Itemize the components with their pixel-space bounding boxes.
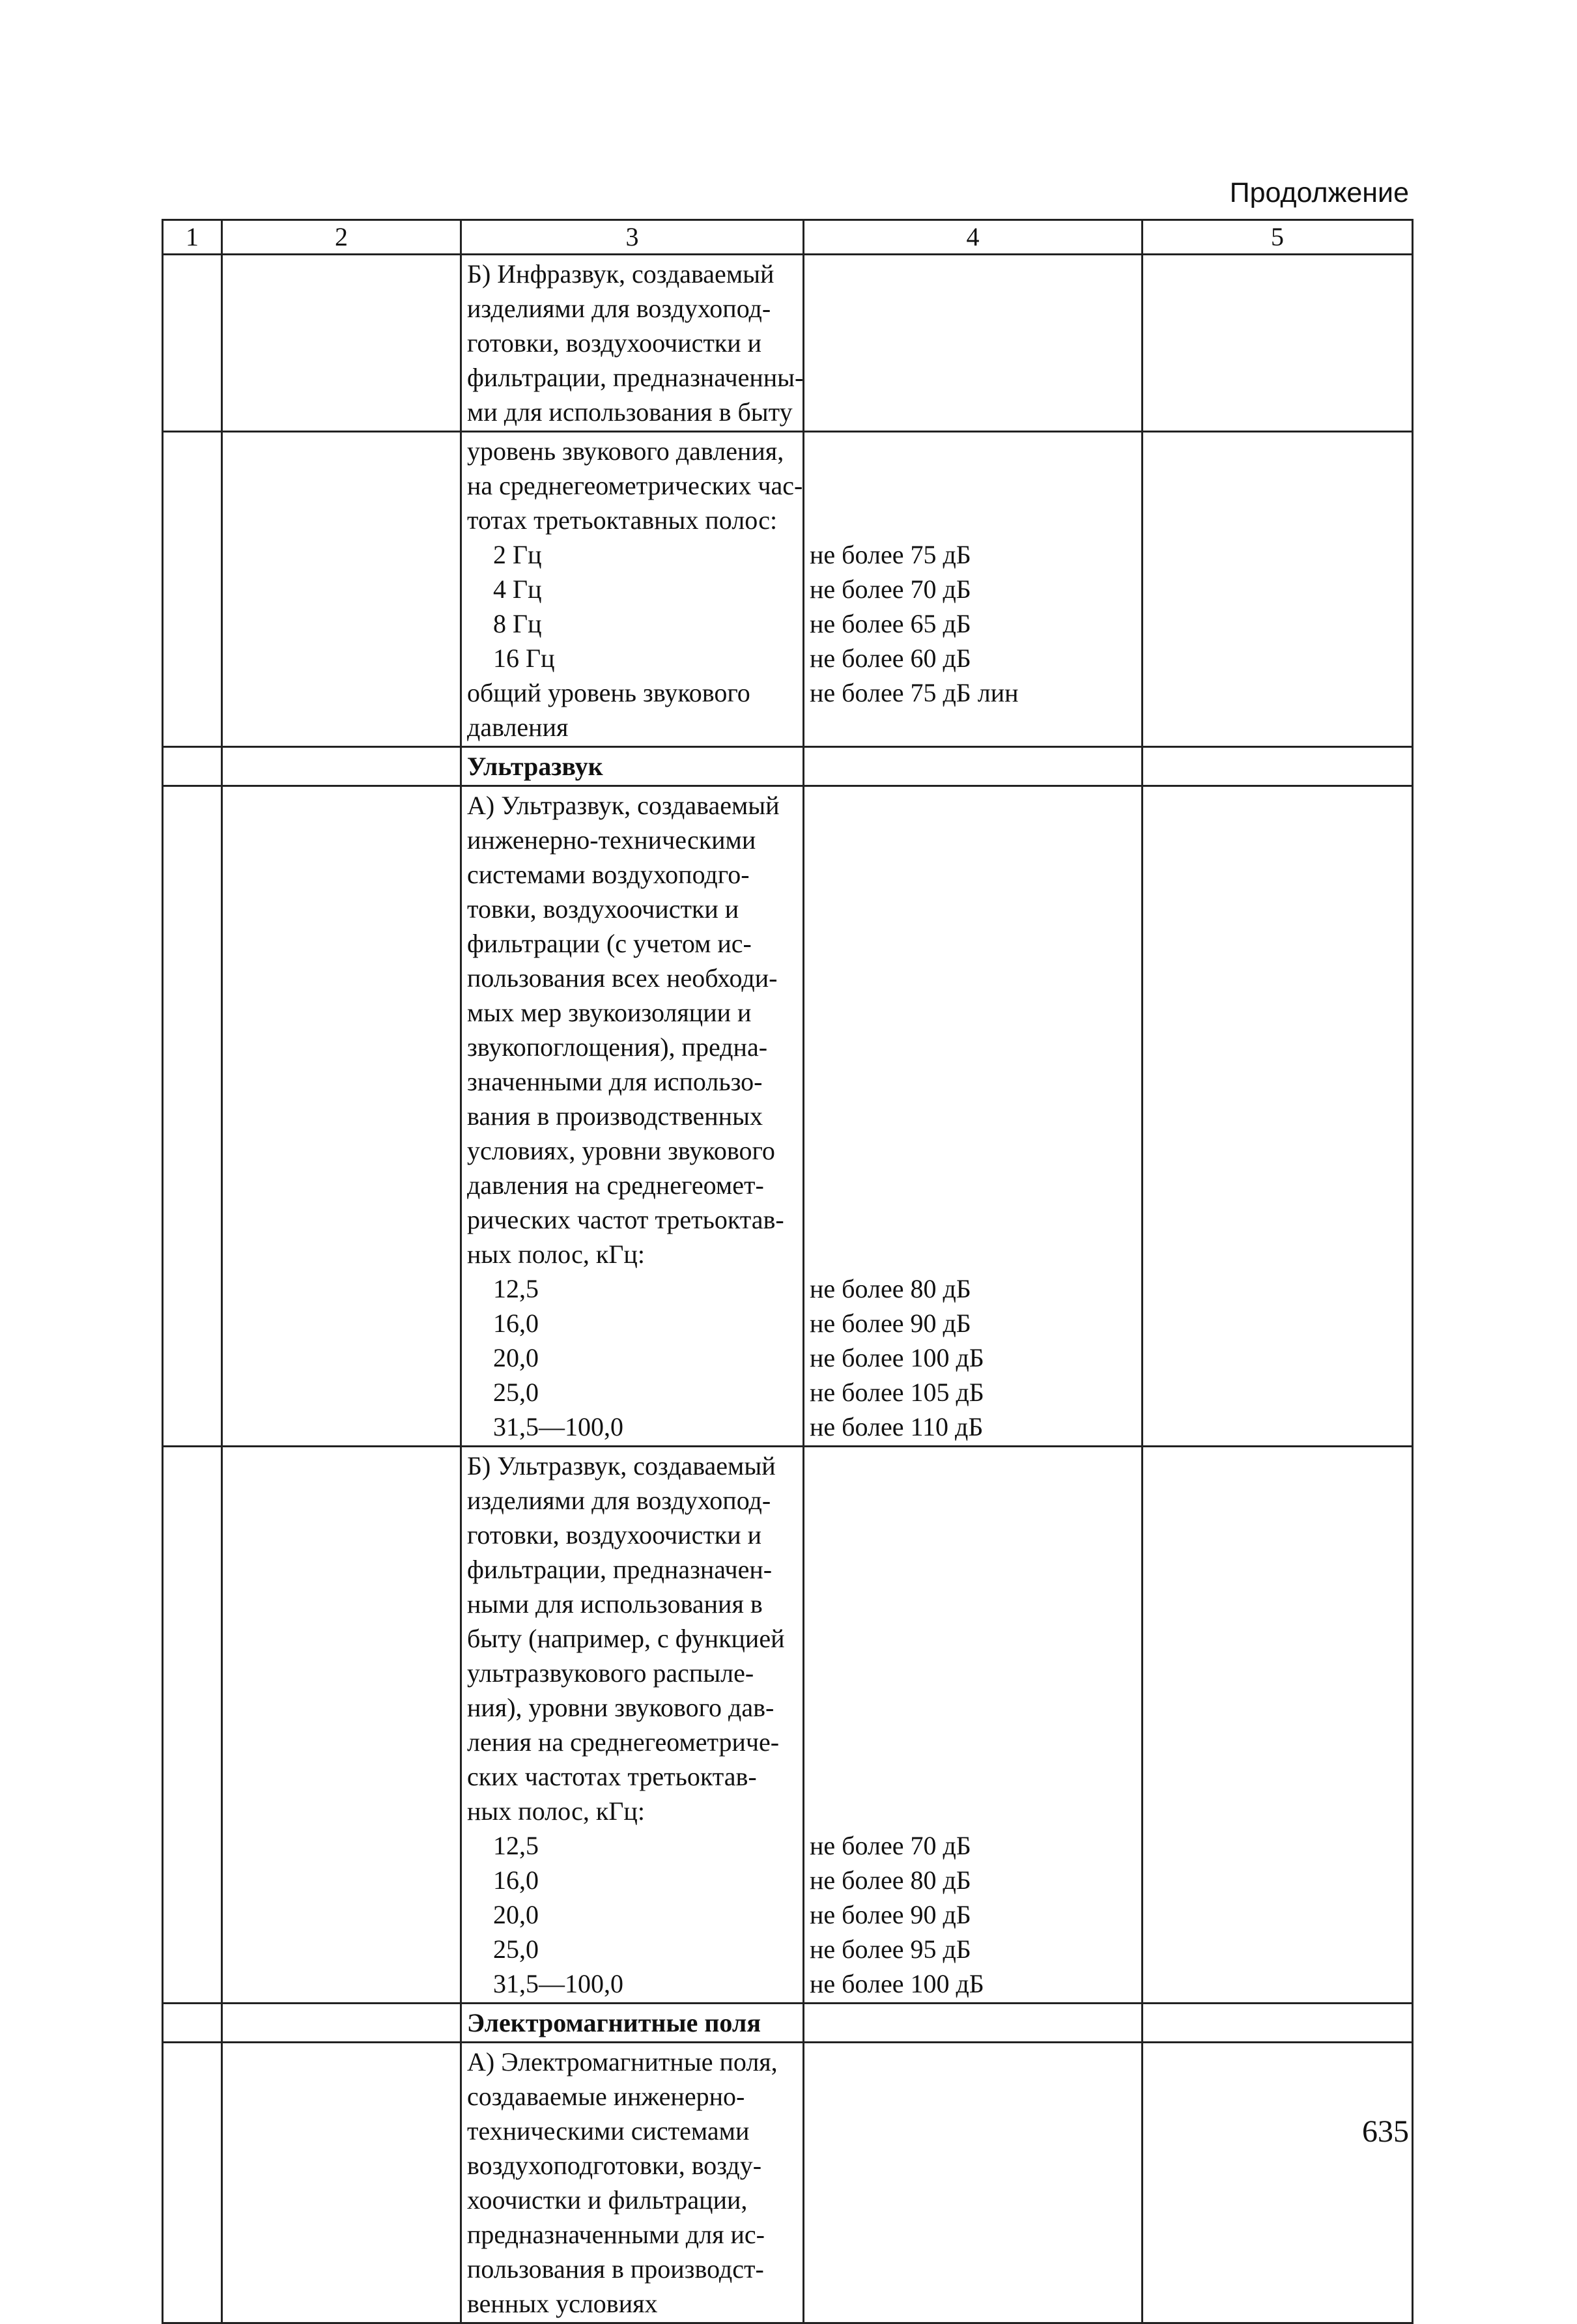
table-row [163,1447,1413,2004]
parameter-line: товки, воздухоочистки и [467,894,739,924]
limit-value-line [810,1064,1136,1099]
limit-value-line [810,995,1136,1030]
frequency-line: 31,5—100,0 [493,1412,623,1441]
limit-value-line: не более 70 дБ [810,574,971,604]
limit-value-line: не более 75 дБ лин [810,678,1019,707]
parameter-line: звукопоглощения), предна- [467,1032,768,1062]
table-cell-col2 [222,747,461,786]
table-cell-col5 [1143,255,1413,432]
limit-value-line [810,857,1136,892]
table-cell-col2 [222,432,461,747]
parameter-line: давления [467,713,569,742]
table-cell-col3 [461,432,804,747]
parameter-line: ных полос, кГц: [467,1796,645,1826]
parameter-line: тотах третьоктавных полос: [467,505,778,535]
table-cell-col2 [222,255,461,432]
frequency-line: 4 Гц [493,574,542,604]
table-cell-col5 [1143,2043,1413,2323]
limit-value-line [810,1587,1136,1621]
table-header-row [163,220,1413,255]
table-cell-col1 [163,747,222,786]
limit-value-line [810,1030,1136,1064]
limit-value-line [810,1552,1136,1587]
table-cell-col4 [804,432,1143,747]
limit-value-line [810,1725,1136,1759]
parameter-line: фильтрации, предназначен- [467,1555,773,1584]
parameter-line: давления на среднегеомет- [467,1170,764,1200]
limit-value-line [810,1656,1136,1690]
parameter-line: значенными для использо- [467,1067,763,1096]
parameter-line: системами воздухоподго- [467,860,750,889]
limit-value-line [810,1237,1136,1271]
limit-value-line [810,434,1136,468]
limit-value-line [810,961,1136,995]
table-cell-col4 [804,255,1143,432]
limit-value-line [810,1483,1136,1518]
table-row [163,255,1413,432]
table-cell-col1 [163,786,222,1447]
parameter-line: А) Ультразвук, создаваемый [467,791,780,820]
page-number: 635 [1362,2114,1409,2149]
table-cell-col5 [1143,747,1413,786]
frequency-line: 2 Гц [493,540,542,569]
parameter-line: ными для использования в [467,1589,763,1619]
parameter-line: ния), уровни звукового дав- [467,1693,774,1722]
parameter-line: ских частотах третьоктав- [467,1762,757,1791]
frequency-line: 16,0 [493,1309,539,1338]
parameter-line: пользования всех необходи- [467,963,778,993]
parameter-line: воздухоподготовки, возду- [467,2151,762,2180]
parameter-line: создаваемые инженерно- [467,2082,745,2111]
frequency-line: 25,0 [493,1378,539,1407]
limit-value-line: не более 100 дБ [810,1969,984,1998]
table-cell-col4 [804,747,1143,786]
limit-value-line [810,1133,1136,1168]
column-header: 5 [1143,220,1413,255]
table-cell-col4 [804,786,1143,1447]
table-cell-col3 [461,747,804,786]
limit-value-line [810,1759,1136,1794]
parameter-line: быту (например, с функцией [467,1624,785,1653]
limit-value-line: не более 90 дБ [810,1900,971,1929]
limit-value-line [810,710,1136,744]
parameter-line: Б) Ультразвук, создаваемый [467,1451,776,1481]
table-cell-col5 [1143,786,1413,1447]
limit-value-line [810,1690,1136,1725]
frequency-line: 16 Гц [493,644,555,673]
limit-value-line: не более 95 дБ [810,1934,971,1964]
limit-value-line [810,1518,1136,1552]
frequency-line: 25,0 [493,1934,539,1964]
requirements-table [162,219,1414,2324]
limit-value-line: не более 105 дБ [810,1378,984,1407]
parameter-line: ультразвукового распыле- [467,1658,754,1688]
limit-value-line [810,823,1136,857]
limit-value-line [810,892,1136,926]
table-row [163,432,1413,747]
frequency-line: 12,5 [493,1831,539,1860]
parameter-line: готовки, воздухоочистки и [467,1520,762,1550]
frequency-line: 31,5—100,0 [493,1969,623,1998]
table-cell-col2 [222,2004,461,2043]
column-header: 4 [804,220,1143,255]
limit-value-line [810,1449,1136,1483]
parameter-line: на среднегеометрических час- [467,471,803,500]
table-cell-col2 [222,1447,461,2004]
limit-value-line [810,1099,1136,1133]
table-cell-col5 [1143,1447,1413,2004]
table-cell-col5 [1143,2004,1413,2043]
parameter-line: общий уровень звукового [467,678,750,707]
limit-value-line [810,926,1136,961]
parameter-line: Б) Инфразвук, создаваемый [467,259,774,289]
limit-value-line: не более 110 дБ [810,1412,984,1441]
limit-value-line: не более 70 дБ [810,1831,971,1860]
limit-value-line [810,1621,1136,1656]
parameter-line: ми для использования в быту [467,397,793,427]
table-row [163,2043,1413,2323]
frequency-line: 12,5 [493,1274,539,1303]
frequency-line: 16,0 [493,1865,539,1895]
section-header-row [163,2004,1413,2043]
parameter-line: условиях, уровни звукового [467,1136,775,1165]
table-cell-col1 [163,255,222,432]
parameter-line: изделиями для воздухопод- [467,1486,771,1515]
table-cell-col4 [804,2004,1143,2043]
table-cell-col4 [804,1447,1143,2004]
limit-value-line [810,1794,1136,1828]
frequency-line: 20,0 [493,1900,539,1929]
table-row [163,786,1413,1447]
parameter-line: инженерно-техническими [467,825,756,855]
parameter-line: ных полос, кГц: [467,1240,645,1269]
table-cell-col3 [461,1447,804,2004]
parameter-line: предназначенными для ис- [467,2220,765,2249]
frequency-line: 20,0 [493,1343,539,1372]
parameter-line: изделиями для воздухопод- [467,294,771,323]
section-header-row [163,747,1413,786]
limit-value-line [810,788,1136,823]
parameter-line: ления на среднегеометриче- [467,1727,780,1757]
parameter-line: венных условиях [467,2289,658,2318]
table-cell-col5 [1143,432,1413,747]
parameter-line: вания в производственных [467,1101,763,1131]
parameter-line: фильтрации, предназначенны- [467,363,804,392]
limit-value-line: не более 90 дБ [810,1309,971,1338]
limit-value-line [810,468,1136,503]
limit-value-line: не более 80 дБ [810,1274,971,1303]
table-cell-col3 [461,786,804,1447]
parameter-line: хоочистки и фильтрации, [467,2185,748,2215]
table-cell-col2 [222,2043,461,2323]
table-cell-col2 [222,786,461,1447]
limit-value-line [810,503,1136,537]
parameter-line: Ультразвук [467,752,603,781]
parameter-line: уровень звукового давления, [467,436,784,466]
parameter-line: готовки, воздухоочистки и [467,328,762,358]
table-cell-col4 [804,2043,1143,2323]
column-header: 3 [461,220,804,255]
frequency-line: 8 Гц [493,609,542,638]
limit-value-line: не более 100 дБ [810,1343,984,1372]
parameter-line: А) Электромагнитные поля, [467,2047,778,2076]
limit-value-line [810,1168,1136,1202]
limit-value-line: не более 80 дБ [810,1865,971,1895]
table-cell-col1 [163,432,222,747]
parameter-line: техническими системами [467,2116,750,2146]
table-cell-col1 [163,2043,222,2323]
parameter-line: рических частот третьоктав- [467,1205,784,1234]
limit-value-line: не более 65 дБ [810,609,971,638]
parameter-line: мых мер звукоизоляции и [467,998,752,1027]
continuation-label: Продолжение [1229,177,1409,208]
table-cell-col1 [163,2004,222,2043]
limit-value-line [810,1202,1136,1237]
table-cell-col3 [461,255,804,432]
limit-value-line: не более 75 дБ [810,540,971,569]
table-cell-col3 [461,2004,804,2043]
parameter-line: Электромагнитные поля [467,2008,761,2037]
parameter-line: фильтрации (с учетом ис- [467,929,752,958]
column-header: 2 [222,220,461,255]
column-header: 1 [163,220,222,255]
table-cell-col3 [461,2043,804,2323]
limit-value-line: не более 60 дБ [810,644,971,673]
table-cell-col1 [163,1447,222,2004]
parameter-line: пользования в производст- [467,2254,764,2284]
